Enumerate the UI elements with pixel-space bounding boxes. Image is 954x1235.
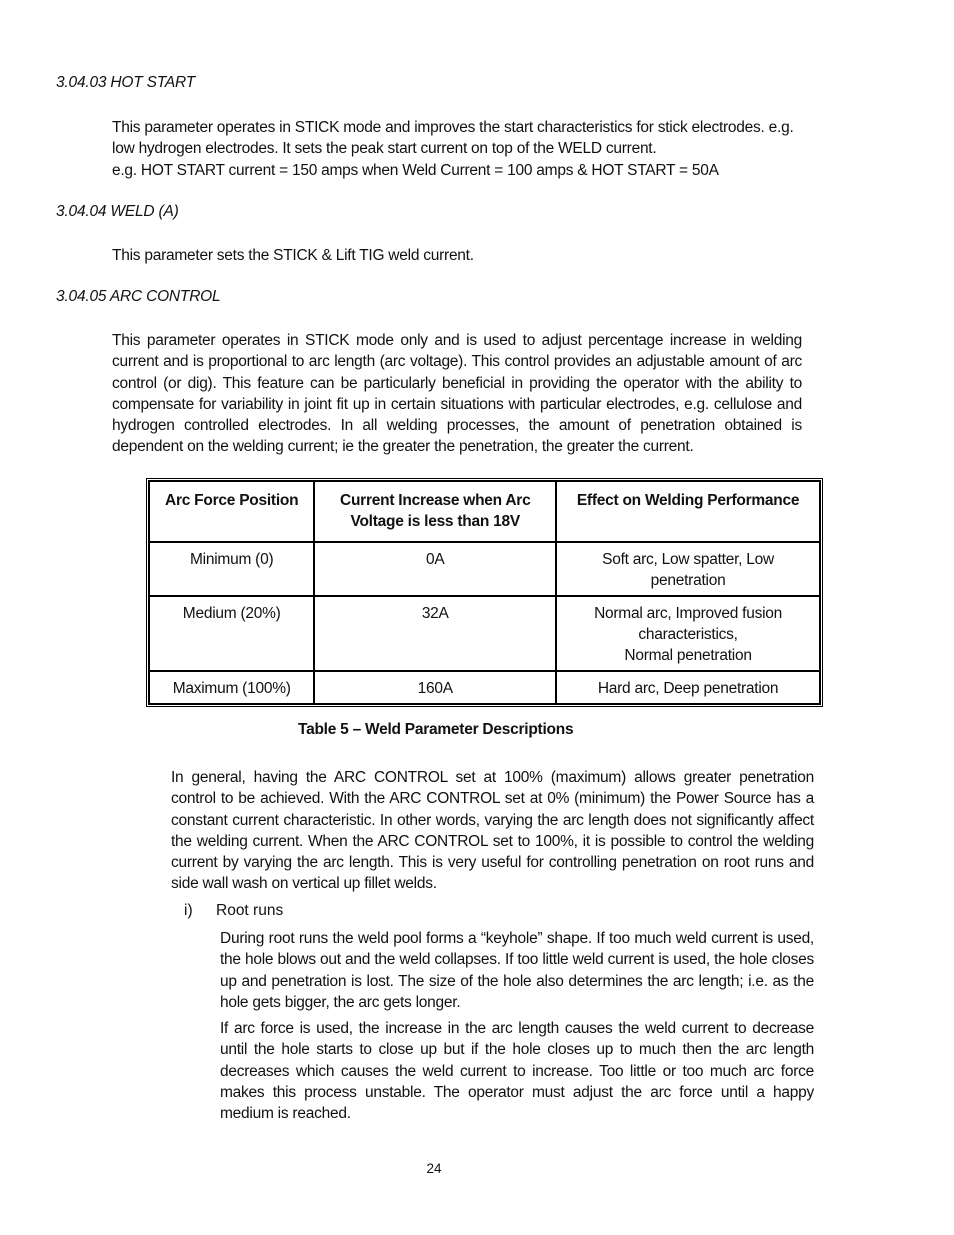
table-row [149,542,820,596]
table-cell-line: Normal penetration [624,647,752,664]
table-cell: Minimum (0) [149,542,314,596]
table-header-cell: Current Increase when Arc Voltage is less than 18V [314,481,556,542]
table-header-row [149,481,820,542]
hot-start-line-1: This parameter operates in STICK mode and improves the start characteristics for stick electrodes. e.g. [112,119,794,136]
weld-description: This parameter sets the STICK & Lift TIG weld current. [112,247,474,264]
table-row [149,671,820,704]
table-caption: Table 5 – Weld Parameter Descriptions [298,721,574,738]
general-paragraph: In general, having the ARC CONTROL set at 100% (maximum) allows greater penetration control to be achieved. With the ARC CONTROL set at 0% (minimum) the Power Source has a constant current characteristic. In other words, varying the arc length does not significantly affect the welding current. When the ARC CONTROL set to 100%, it is possible to control the welding current by varying the arc length. This is very useful for controlling penetration on root runs and side wall wash on vertical up fillet welds. [171,769,814,893]
weld-parameter-table [146,478,823,707]
table-cell: 160A [314,671,556,704]
table-cell-line: Normal arc, Improved fusion characteristics, [594,605,783,643]
table-cell [556,596,820,671]
hot-start-description [112,117,812,181]
table-header-cell: Effect on Welding Performance [556,481,820,542]
table-cell: 0A [314,542,556,596]
table-cell: Medium (20%) [149,596,314,671]
hot-start-line-2: low hydrogen electrodes. It sets the peak start current on top of the WELD current. [112,140,657,158]
list-item-title: Root runs [216,902,284,919]
table-cell: Soft arc, Low spatter, Low penetration [556,542,820,596]
root-runs-paragraph-1: During root runs the weld pool forms a “keyhole” shape. If too much weld current is used, the hole blows out and the weld collapses. If too little weld current is used, the hole closes up and penetration is lost. The size of the hole also determines the arc length; i.e. as the hole gets bigger, the arc gets longer. [220,930,814,1011]
list-marker: i) [184,902,193,919]
hot-start-line-3: e.g. HOT START current = 150 amps when Weld Current = 100 amps & HOT START = 50A [112,161,719,179]
section-heading-weld: 3.04.04 WELD (A) [56,203,179,220]
table-header-cell: Arc Force Position [149,481,314,542]
table-cell: Maximum (100%) [149,671,314,704]
table-row [149,596,820,671]
table-cell: 32A [314,596,556,671]
root-runs-paragraph-2: If arc force is used, the increase in the arc length causes the weld current to decrease until the hole starts to close up but if the hole closes up to much then the arc length decreases which causes the weld current to increase. Too little or too much arc force makes this process unstable. The operator must adjust the arc force until a happy medium is reached. [220,1020,814,1123]
page-number: 24 [426,1161,442,1176]
section-heading-hot-start: 3.04.03 HOT START [56,74,196,91]
section-heading-arc-control: 3.04.05 ARC CONTROL [56,288,221,305]
table-cell: Hard arc, Deep penetration [556,671,820,704]
arc-control-description: This parameter operates in STICK mode only and is used to adjust percentage increase in welding current and is proportional to arc length (arc voltage). This control provides an adjustable amount of arc control (or dig). This feature can be particularly beneficial in providing the operator with the ability to compensate for variability in joint fit up in certain situations with particular electrodes, e.g. cellulose and hydrogen controlled electrodes. In all welding processes, the amount of penetration obtained is dependent on the welding current; ie the greater the penetration, the greater the current. [112,332,802,456]
